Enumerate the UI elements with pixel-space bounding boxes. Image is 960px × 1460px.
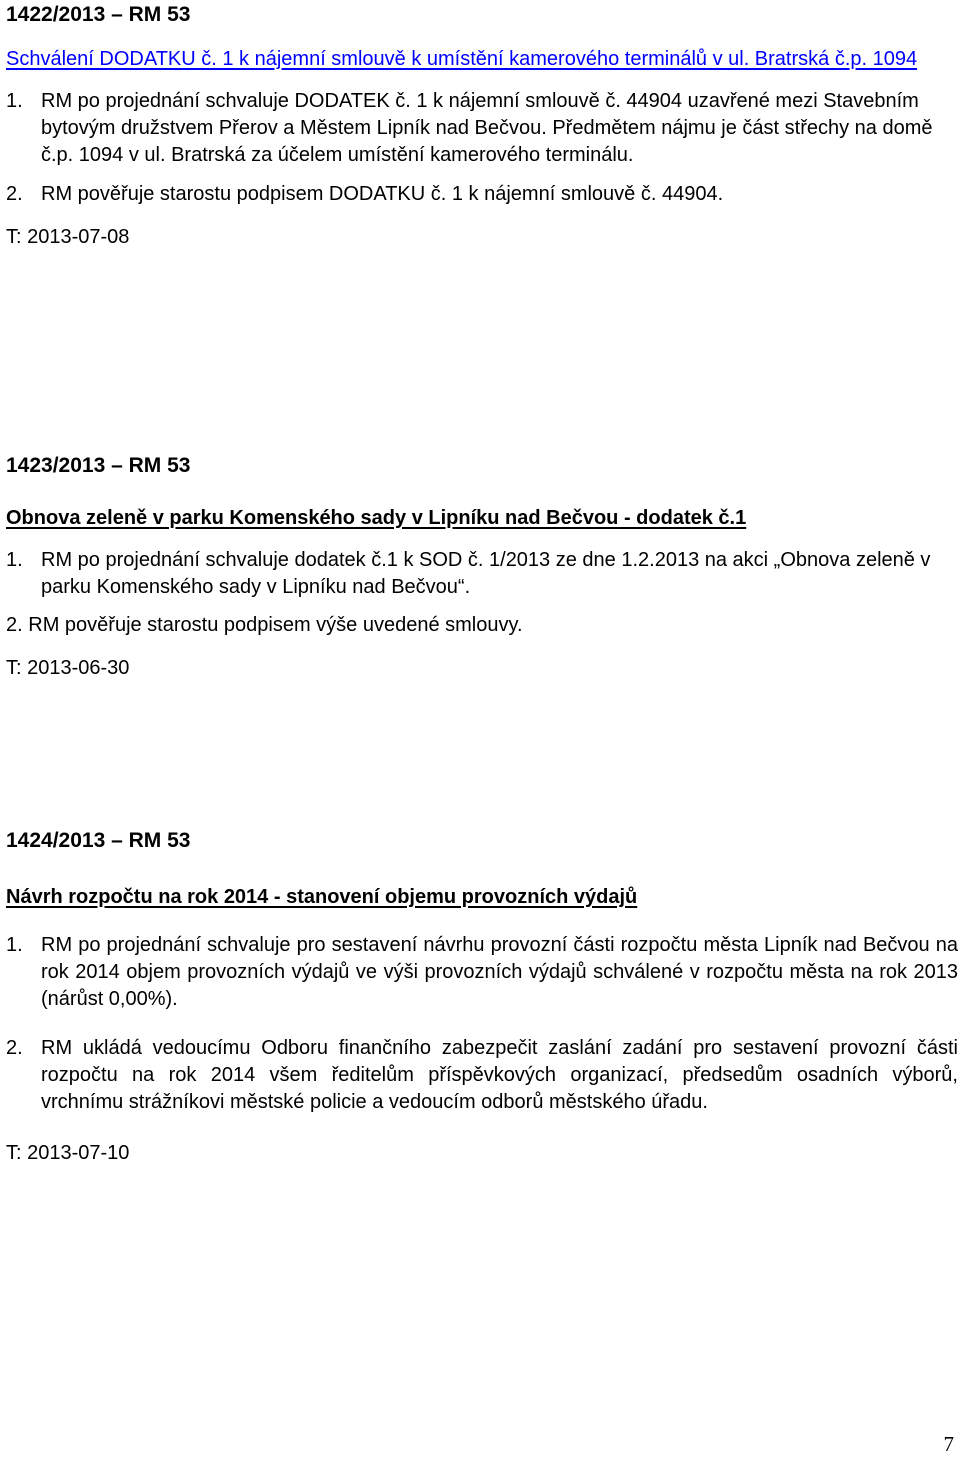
- resolution-item: [6, 88, 958, 169]
- resolution-item: [6, 932, 958, 1013]
- term-date: T: 2013-06-30: [6, 657, 130, 679]
- resolution-title-text: Návrh rozpočtu na rok 2014 - stanovení objemu provozních výdajů: [6, 886, 638, 908]
- item-text: RM po projednání schvaluje dodatek č.1 k SOD č. 1/2013 ze dne 1.2.2013 na akci „Obnova zeleně v parku Komenského sady v Lipníku nad Bečvou“.: [41, 549, 931, 598]
- resolution-title: [6, 884, 958, 910]
- item-number: 2.: [6, 183, 23, 205]
- resolution-item: [6, 1035, 958, 1116]
- resolution-number: 1422/2013 – RM 53: [6, 3, 191, 26]
- item-text: RM po projednání schvaluje DODATEK č. 1 k nájemní smlouvě č. 44904 uzavřené mezi Stavebním bytovým družstvem Přerov a Městem Lipník nad Bečvou. Předmětem nájmu je část střechy na domě č.p. 1094 v ul. Bratrská za účelem umístění kamerového terminálu.: [41, 90, 933, 166]
- item-number: 2.: [6, 1037, 23, 1059]
- item-number: 2.: [6, 614, 23, 636]
- resolution-number: 1424/2013 – RM 53: [6, 829, 191, 852]
- resolution-1422: [6, 2, 958, 250]
- resolution-title: [6, 505, 958, 531]
- resolution-1424: [6, 828, 958, 1166]
- item-text: RM pověřuje starostu podpisem výše uvedené smlouvy.: [28, 614, 523, 636]
- page-number: 7: [943, 1432, 954, 1456]
- item-text: RM pověřuje starostu podpisem DODATKU č. 1 k nájemní smlouvě č. 44904.: [41, 183, 724, 205]
- item-number: 1.: [6, 934, 23, 956]
- resolution-title: [6, 46, 958, 72]
- item-number: 1.: [6, 90, 23, 112]
- resolution-title-text: Schválení DODATKU č. 1 k nájemní smlouvě k umístění kamerového terminálů v ul. Bratrská č.p. 1094: [6, 48, 918, 70]
- resolution-number: 1423/2013 – RM 53: [6, 454, 191, 477]
- resolution-item: [6, 547, 958, 601]
- resolution-1423: [6, 453, 958, 681]
- resolution-title-text: Obnova zeleně v parku Komenského sady v Lipníku nad Bečvou - dodatek č.1: [6, 507, 747, 529]
- item-text: RM ukládá vedoucímu Odboru finančního zabezpečit zaslání zadání pro sestavení provozní části rozpočtu na rok 2014 všem ředitelům příspěvkových organizací, předsedům osadních výborů, vrchnímu strážníkovi městské policie a vedoucím odborů městského úřadu.: [41, 1037, 958, 1113]
- term-date: T: 2013-07-08: [6, 226, 130, 248]
- term-date: T: 2013-07-10: [6, 1142, 130, 1164]
- item-text: RM po projednání schvaluje pro sestavení návrhu provozní části rozpočtu města Lipník nad Bečvou na rok 2014 objem provozních výdajů ve výši provozních výdajů schválené v rozpočtu města na rok 2013 (nárůst 0,00%).: [41, 934, 958, 1010]
- item-number: 1.: [6, 549, 23, 571]
- resolution-item: [6, 612, 958, 639]
- resolution-item: [6, 181, 958, 208]
